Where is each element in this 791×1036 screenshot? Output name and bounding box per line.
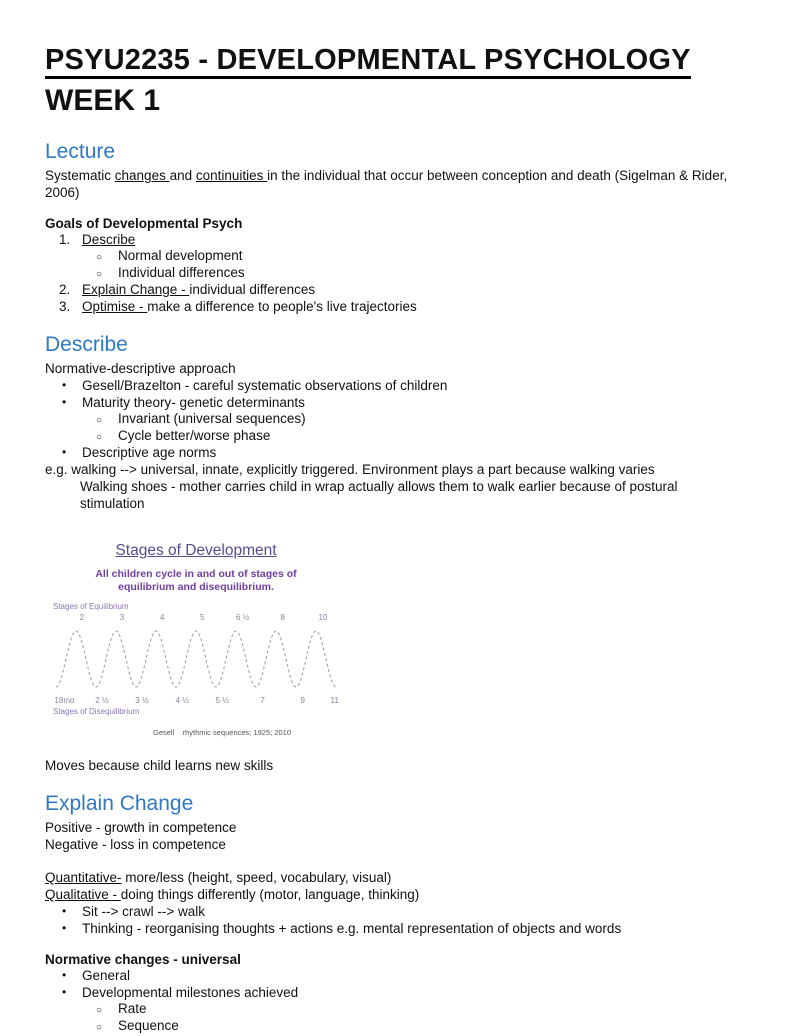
definition-text: and [169,168,196,183]
example-line: stimulation [80,496,145,511]
sub-bullet-item: ○ Sequence [45,1018,749,1035]
goal-lead: Describe [82,232,136,247]
peak-label: 6 ½ [235,613,250,622]
bullet-item: • Developmental milestones achieved [45,984,749,1001]
trough-label: 18mo [54,696,75,705]
list-number: 2. [59,282,71,297]
underlined-qualitative: Qualitative - [45,887,121,902]
goal-rest: individual differences [189,282,316,297]
walking-example [45,461,749,512]
figure-note: Moves because child learns new skills [45,758,274,773]
sub-bullet-item: ○ Invariant (universal sequences) [45,411,749,428]
trough-label: 5 ½ [215,696,229,705]
goal-sub-item: ○ Individual differences [45,265,749,282]
example-line: Walking shoes - mother carries child in wrap actually allows them to walk earlier because of postural [80,479,678,494]
course-title [45,44,749,77]
underlined-continuities: continuities [195,168,268,183]
bullet-item: • Maturity theory- genetic determinants [45,394,749,411]
bullet-item: • Descriptive age norms [45,444,749,461]
goal-item-1 [45,231,749,248]
definition-text: Systematic [45,168,115,183]
qualitative-line [45,886,749,903]
figure-caption: Gesell rhythmic sequences; 1925; 2010 [153,728,291,737]
disequilibrium-label: Stages of Disequilibrium [53,707,140,716]
peak-label: 2 [79,613,85,622]
sub-bullet-item: ○ Rate [45,1001,749,1018]
underlined-changes: changes [114,168,170,183]
quantitative-rest: more/less (height, speed, vocabulary, visual) [121,870,392,885]
definition-text: in the individual that occur between conception and death (Sigelman & Rider, 2006) [45,168,728,200]
bullet-item: • Gesell/Brazelton - careful systematic observations of children [45,377,749,394]
trough-label: 3 ½ [135,696,149,705]
trough-label: 7 [260,696,265,705]
negative-line: Negative - loss in competence [45,837,226,852]
bullet-item: • Thinking - reorganising thoughts + actions e.g. mental representation of objects and words [45,920,749,937]
figure-subtitle-line: equilibrium and disequilibrium. [118,581,274,593]
describe-heading: Describe [45,333,128,356]
week-title: WEEK 1 [45,84,161,117]
wave-curve [56,624,336,694]
cycle-wave-chart [53,613,339,705]
goal-lead: Optimise - [82,299,148,314]
goals-heading: Goals of Developmental Psych [45,216,243,231]
goal-sub-item: ○ Normal development [45,248,749,265]
trough-label: 2 ½ [95,696,109,705]
bullet-item: • General [45,967,749,984]
bullet-item: • Sit --> crawl --> walk [45,903,749,920]
peak-label: 10 [318,613,328,622]
quantitative-line [45,869,749,886]
trough-label: 9 [300,696,305,705]
trough-label: 4 ½ [175,696,189,705]
peak-label: 4 [160,613,165,622]
list-number: 3. [59,299,71,314]
goal-rest: make a difference to people's live trajectories [147,299,417,314]
sub-bullet-item: ○ Cycle better/worse phase [45,428,749,445]
figure-title-text: Stages of Development [115,542,277,559]
example-line: e.g. walking --> universal, innate, explicitly triggered. Environment plays a part because walking varies [45,462,655,477]
figure-title [53,542,339,560]
explain-change-heading: Explain Change [45,792,194,815]
positive-line: Positive - growth in competence [45,820,237,835]
figure-subtitle [53,568,339,594]
trough-label: 11 [330,696,339,705]
lecture-definition [45,167,749,201]
qualitative-rest: doing things differently (motor, language, thinking) [120,887,420,902]
course-title-text: PSYU2235 - DEVELOPMENTAL PSYCHOLOGY [45,44,691,79]
stages-of-development-figure [53,542,353,737]
peak-label: 5 [200,613,205,622]
goal-lead: Explain Change - [82,282,190,297]
underlined-quantitative: Quantitative- [45,870,122,885]
lecture-heading: Lecture [45,140,116,163]
peak-label: 3 [119,613,125,622]
equilibrium-label: Stages of Equilibrium [53,602,129,611]
figure-subtitle-line: All children cycle in and out of stages of [95,568,297,580]
list-number: 1. [59,232,71,247]
describe-intro: Normative-descriptive approach [45,361,236,376]
goal-item-2 [45,281,749,298]
normative-changes-heading: Normative changes - universal [45,952,241,967]
goal-item-3 [45,298,749,315]
peak-label: 8 [280,613,285,622]
